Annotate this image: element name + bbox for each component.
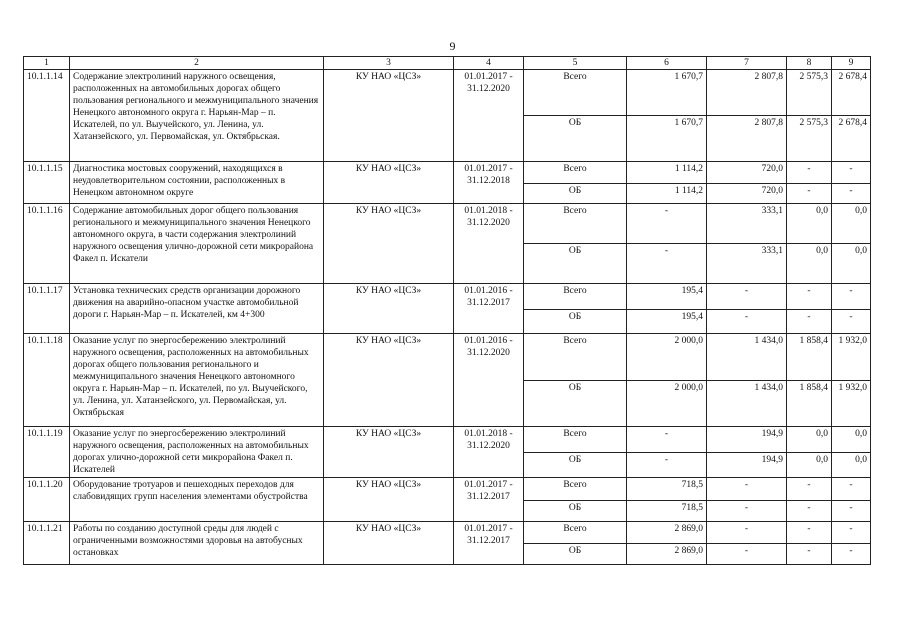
- column-header: 4: [454, 57, 524, 70]
- amount-cell: 720,0: [707, 184, 787, 204]
- funding-source: ОБ: [524, 501, 627, 522]
- table-body: [24, 57, 871, 565]
- amount-cell: 0,0: [787, 204, 832, 244]
- amount-cell: -: [707, 544, 787, 565]
- column-header: 8: [787, 57, 832, 70]
- amount-cell: -: [832, 501, 871, 522]
- item-description: Содержание электролиний наружного освещения, расположенных на автомобильных дорогах общего пользования регионального и межмуниципального значения Ненецкого автономного округа г. Нарьян-Мар – п. Искателей, по ул. Выучейского, ул. Ленина, ул. Хатанзейского, ул. Первомайская, ул. Октябрьская.: [70, 70, 324, 162]
- amount-cell: -: [832, 544, 871, 565]
- amount-cell: -: [707, 310, 787, 334]
- column-header: 7: [707, 57, 787, 70]
- executor: КУ НАО «ЦСЗ»: [324, 427, 454, 478]
- amount-cell: -: [627, 453, 707, 478]
- column-header: 1: [24, 57, 70, 70]
- amount-cell: 2 678,4: [832, 116, 871, 162]
- amount-cell: 0,0: [787, 244, 832, 284]
- executor: КУ НАО «ЦСЗ»: [324, 162, 454, 204]
- amount-cell: 2 575,3: [787, 70, 832, 116]
- amount-cell: -: [787, 501, 832, 522]
- period: 01.01.2016 - 31.12.2020: [454, 334, 524, 427]
- period: 01.01.2017 - 31.12.2020: [454, 70, 524, 162]
- amount-cell: 0,0: [832, 244, 871, 284]
- executor: КУ НАО «ЦСЗ»: [324, 478, 454, 522]
- amount-cell: 2 678,4: [832, 70, 871, 116]
- amount-cell: 0,0: [787, 427, 832, 453]
- amount-cell: -: [707, 522, 787, 544]
- amount-cell: 1 114,2: [627, 184, 707, 204]
- item-description: Работы по созданию доступной среды для людей с ограниченными возможностями здоровья на автобусных остановках: [70, 522, 324, 565]
- funding-source: ОБ: [524, 116, 627, 162]
- amount-cell: 1 670,7: [627, 116, 707, 162]
- amount-cell: 2 869,0: [627, 522, 707, 544]
- amount-cell: -: [787, 184, 832, 204]
- table-row: [24, 478, 871, 501]
- amount-cell: 0,0: [832, 453, 871, 478]
- item-number: 10.1.1.21: [24, 522, 70, 565]
- amount-cell: -: [627, 244, 707, 284]
- amount-cell: 333,1: [707, 204, 787, 244]
- item-description: Оказание услуг по энергосбережению электролиний наружного освещения, расположенных на автомобильных дорогах улично-дорожной сети микрорайона Факел п. Искателей: [70, 427, 324, 478]
- amount-cell: 195,4: [627, 284, 707, 310]
- funding-source: Всего: [524, 522, 627, 544]
- item-description: Диагностика мостовых сооружений, находящихся в неудовлетворительном состоянии, расположенных в Ненецком автономном округе: [70, 162, 324, 204]
- amount-cell: 718,5: [627, 501, 707, 522]
- amount-cell: -: [832, 522, 871, 544]
- funding-source: Всего: [524, 70, 627, 116]
- item-number: 10.1.1.16: [24, 204, 70, 284]
- period: 01.01.2018 - 31.12.2020: [454, 427, 524, 478]
- amount-cell: 2 000,0: [627, 381, 707, 427]
- budget-table: [23, 56, 871, 565]
- amount-cell: 0,0: [832, 427, 871, 453]
- amount-cell: -: [787, 284, 832, 310]
- amount-cell: 194,9: [707, 453, 787, 478]
- item-number: 10.1.1.19: [24, 427, 70, 478]
- amount-cell: 720,0: [707, 162, 787, 184]
- amount-cell: -: [832, 284, 871, 310]
- funding-source: Всего: [524, 284, 627, 310]
- amount-cell: -: [832, 478, 871, 501]
- item-description: Установка технических средств организации дорожного движения на аварийно-опасном участке автомобильной дороги г. Нарьян-Мар – п. Искателей, км 4+300: [70, 284, 324, 334]
- table-row: [24, 162, 871, 184]
- amount-cell: 1 932,0: [832, 334, 871, 381]
- amount-cell: -: [787, 162, 832, 184]
- amount-cell: 1 932,0: [832, 381, 871, 427]
- funding-source: ОБ: [524, 244, 627, 284]
- table-row: [24, 284, 871, 310]
- funding-source: ОБ: [524, 310, 627, 334]
- amount-cell: -: [832, 310, 871, 334]
- table-row: [24, 70, 871, 116]
- amount-cell: -: [787, 522, 832, 544]
- item-number: 10.1.1.14: [24, 70, 70, 162]
- item-description: Оказание услуг по энергосбережению электролиний наружного освещения, расположенных на автомобильных дорогах общего пользования регионального и межмуниципального значения Ненецкого автономного округа г. Нарьян-Мар – п. Искателей, по ул. Выучейского, ул. Ленина, ул. Хатанзейского, ул. Первомайская, ул. Октябрьская: [70, 334, 324, 427]
- amount-cell: 195,4: [627, 310, 707, 334]
- executor: КУ НАО «ЦСЗ»: [324, 204, 454, 284]
- column-header: 3: [324, 57, 454, 70]
- funding-source: Всего: [524, 427, 627, 453]
- table-row: [24, 334, 871, 381]
- table-row: [24, 204, 871, 244]
- funding-source: ОБ: [524, 544, 627, 565]
- item-number: 10.1.1.18: [24, 334, 70, 427]
- item-description: Оборудование тротуаров и пешеходных переходов для слабовидящих групп населения элементами обустройства: [70, 478, 324, 522]
- column-header: 6: [627, 57, 707, 70]
- executor: КУ НАО «ЦСЗ»: [324, 334, 454, 427]
- amount-cell: 2 807,8: [707, 116, 787, 162]
- executor: КУ НАО «ЦСЗ»: [324, 70, 454, 162]
- executor: КУ НАО «ЦСЗ»: [324, 522, 454, 565]
- amount-cell: -: [832, 184, 871, 204]
- amount-cell: 2 869,0: [627, 544, 707, 565]
- amount-cell: 194,9: [707, 427, 787, 453]
- period: 01.01.2017 - 31.12.2018: [454, 162, 524, 204]
- funding-source: Всего: [524, 334, 627, 381]
- amount-cell: 2 575,3: [787, 116, 832, 162]
- amount-cell: -: [832, 162, 871, 184]
- funding-source: ОБ: [524, 381, 627, 427]
- amount-cell: -: [707, 478, 787, 501]
- item-number: 10.1.1.20: [24, 478, 70, 522]
- amount-cell: 1 434,0: [707, 334, 787, 381]
- amount-cell: -: [707, 284, 787, 310]
- amount-cell: -: [627, 427, 707, 453]
- period: 01.01.2017 - 31.12.2017: [454, 478, 524, 522]
- column-header: 2: [70, 57, 324, 70]
- amount-cell: 1 114,2: [627, 162, 707, 184]
- amount-cell: 1 670,7: [627, 70, 707, 116]
- amount-cell: -: [787, 310, 832, 334]
- funding-source: Всего: [524, 162, 627, 184]
- period: 01.01.2017 - 31.12.2017: [454, 522, 524, 565]
- amount-cell: -: [627, 204, 707, 244]
- amount-cell: 1 858,4: [787, 334, 832, 381]
- table-row: [24, 427, 871, 453]
- executor: КУ НАО «ЦСЗ»: [324, 284, 454, 334]
- funding-source: Всего: [524, 204, 627, 244]
- funding-source: ОБ: [524, 453, 627, 478]
- item-description: Содержание автомобильных дорог общего пользования регионального и межмуниципального значения Ненецкого автономного округа, в части содержания электролиний наружного освещения улично-дорожной сети микрорайона Факел п. Искатели: [70, 204, 324, 284]
- column-header: 5: [524, 57, 627, 70]
- amount-cell: 333,1: [707, 244, 787, 284]
- amount-cell: 0,0: [787, 453, 832, 478]
- amount-cell: 1 858,4: [787, 381, 832, 427]
- table-row: [24, 522, 871, 544]
- amount-cell: 1 434,0: [707, 381, 787, 427]
- funding-source: Всего: [524, 478, 627, 501]
- amount-cell: -: [787, 478, 832, 501]
- item-number: 10.1.1.15: [24, 162, 70, 204]
- funding-source: ОБ: [524, 184, 627, 204]
- amount-cell: 718,5: [627, 478, 707, 501]
- column-number-row: [24, 57, 871, 70]
- amount-cell: 2 000,0: [627, 334, 707, 381]
- period: 01.01.2016 - 31.12.2017: [454, 284, 524, 334]
- page-number: 9: [449, 39, 456, 53]
- amount-cell: -: [787, 544, 832, 565]
- item-number: 10.1.1.17: [24, 284, 70, 334]
- period: 01.01.2018 - 31.12.2020: [454, 204, 524, 284]
- amount-cell: 2 807,8: [707, 70, 787, 116]
- amount-cell: -: [707, 501, 787, 522]
- column-header: 9: [832, 57, 871, 70]
- amount-cell: 0,0: [832, 204, 871, 244]
